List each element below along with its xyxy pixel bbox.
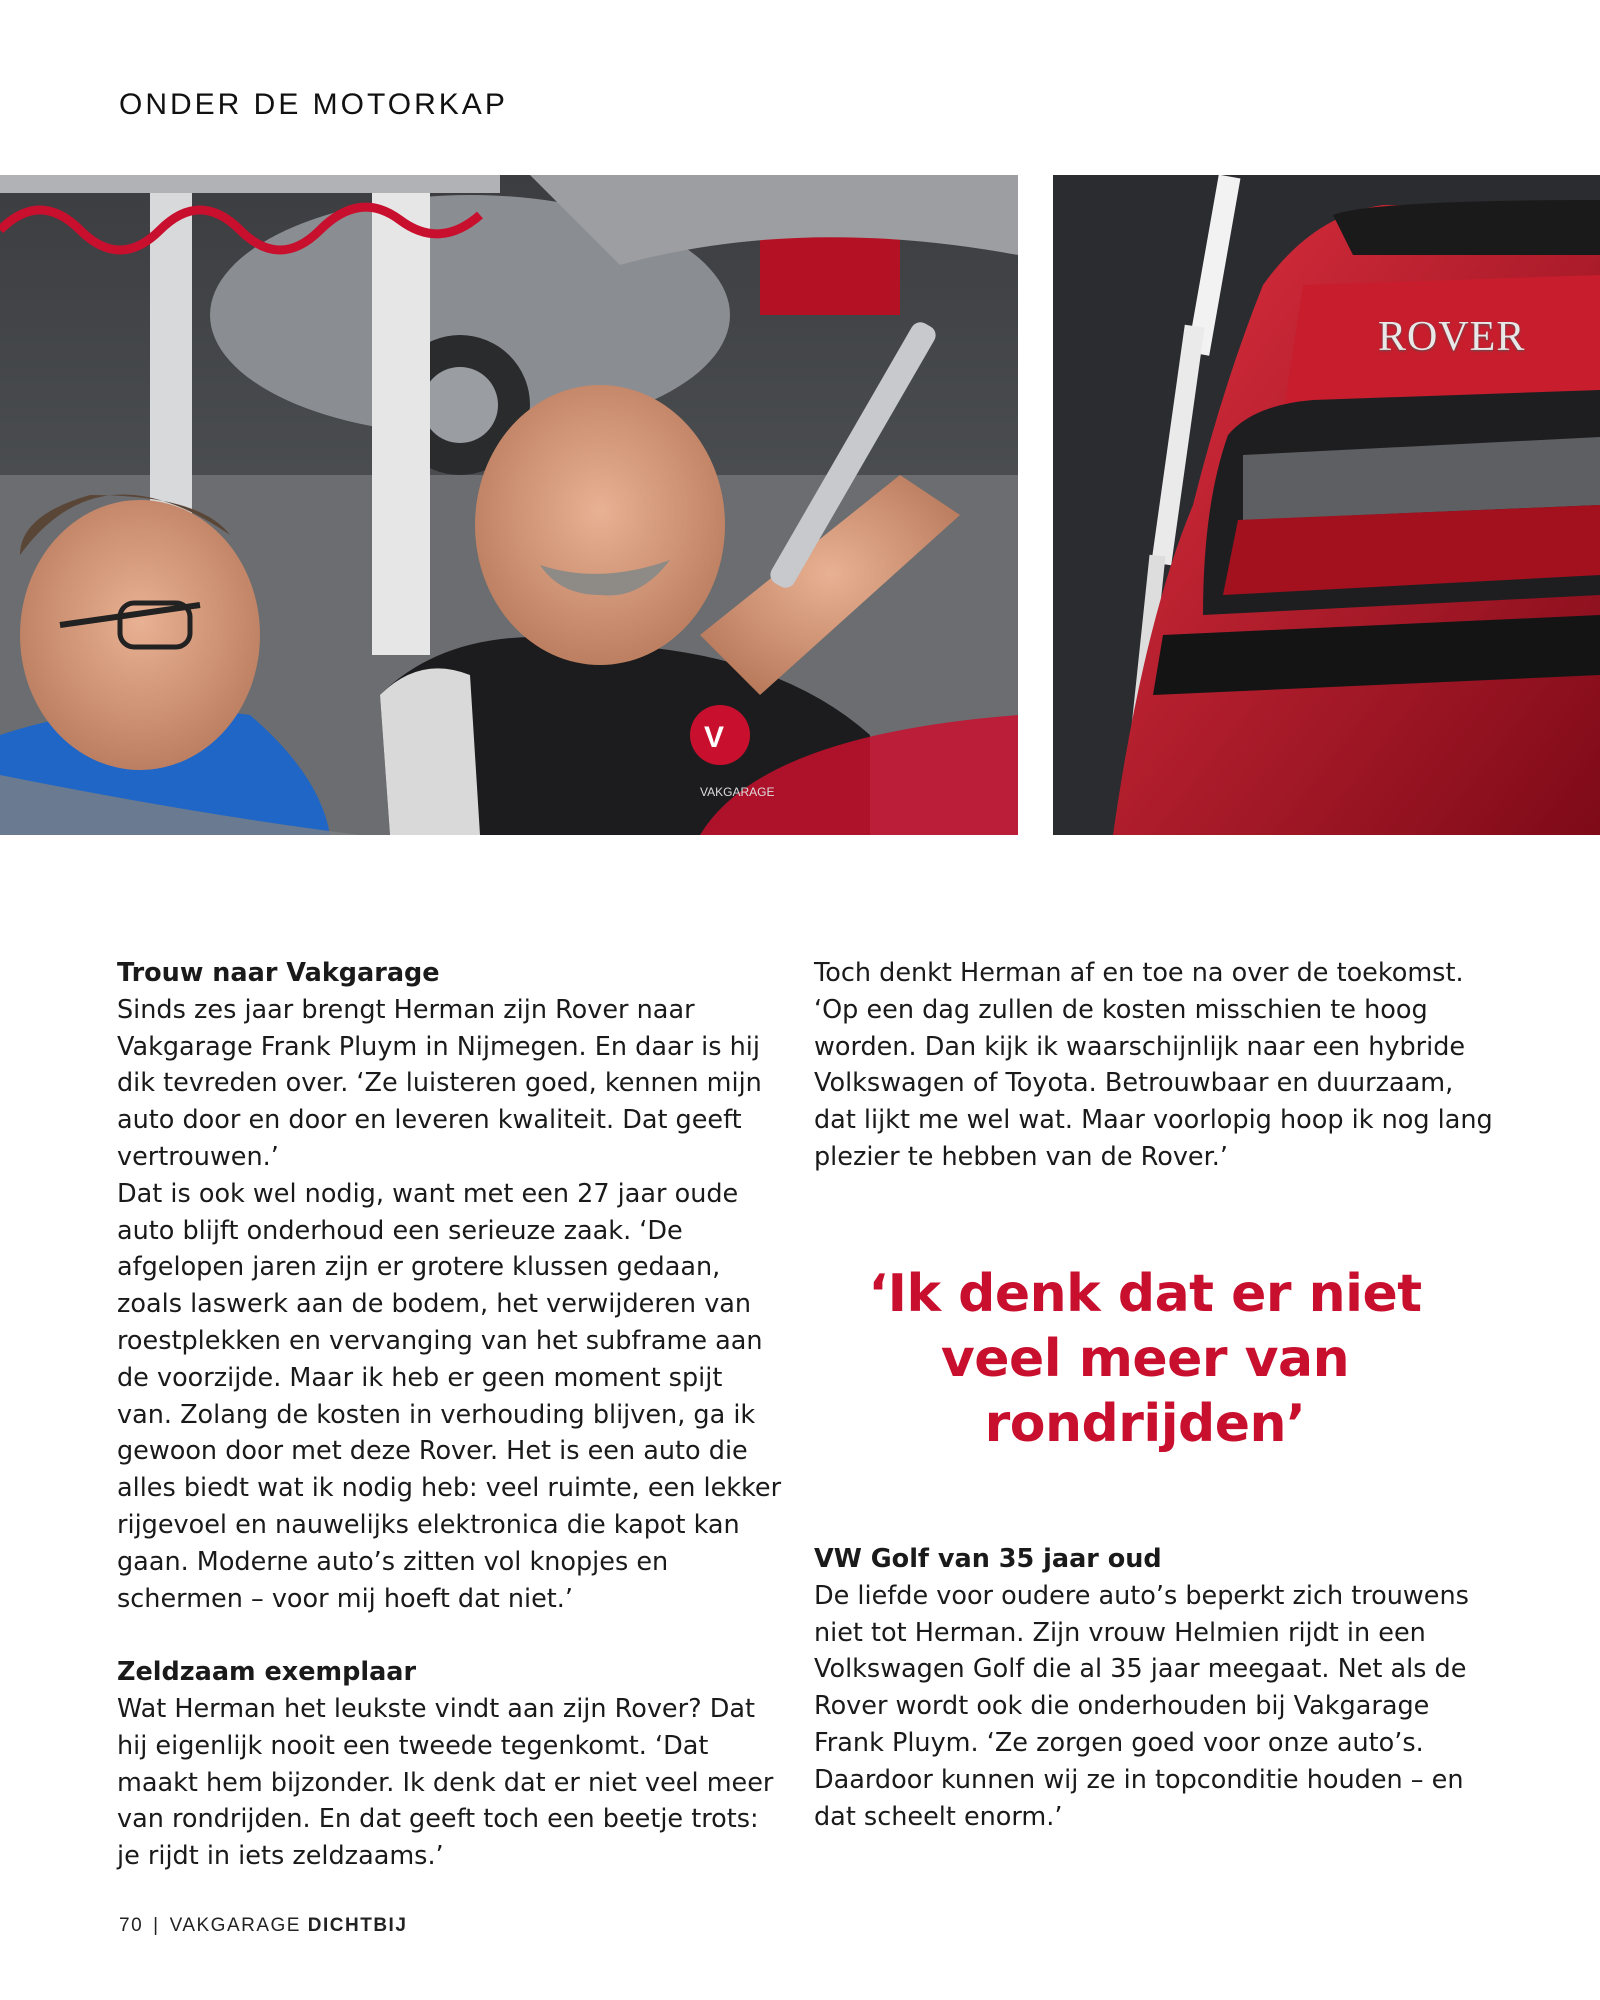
page-number: 70 [119,1915,144,1936]
section-title: ONDER DE MOTORKAP [119,88,508,121]
footer-separator: | [153,1915,160,1936]
heading-trouw-naar-vakgarage: Trouw naar Vakgarage [117,958,440,988]
paragraph-trouw-1: Sinds zes jaar brengt Herman zijn Rover naar Vakgarage Frank Pluym in Nijmegen. En daar is hij dik tevreden over. ‘Ze luisteren goed, kennen mijn auto door en door en leveren kwaliteit. Dat geeft vertrouwen.’ [117,994,762,1172]
footer-brand-bold: DICHTBIJ [307,1915,408,1936]
paragraph-toekomst: Toch denkt Herman af en toe na over de toekomst. ‘Op een dag zullen de kosten misschien te hoog worden. Dan kijk ik waarschijnlijk naar een hybride Volkswagen of Toyota. Betrouwbaar en duurzaam, dat lijkt me wel wat. Maar voorlopig hoop ik nog lang plezier te hebben van de Rover.’ [814,958,1493,1172]
photo-rover-illustration [1053,175,1600,835]
article-column-right-bottom [814,1541,1494,1835]
vakgarage-shirt-logo: VAKGARAGE [700,785,775,799]
paragraph-zeldzaam: Wat Herman het leukste vindt aan zijn Rover? Dat hij eigenlijk nooit een tweede tegenkomt. ‘Dat maakt hem bijzonder. Ik denk dat er niet veel meer van rondrijden. En dat geeft toch een beetje trots: je rijdt in iets zeldzaams.’ [117,1693,774,1872]
footer-brand: VAKGARAGE [169,1915,301,1936]
heading-zeldzaam-exemplaar: Zeldzaam exemplaar [117,1657,417,1688]
pull-quote: ‘Ik denk dat er niet veel meer van rondrijden’ [868,1264,1422,1454]
photo-mechanics-illustration [0,175,1018,835]
article-column-right-top [814,955,1494,1176]
photo-mechanics [0,175,1018,835]
photo-rover-rear [1053,175,1600,835]
paragraph-vw-golf: De liefde voor oudere auto’s beperkt zich trouwens niet tot Herman. Zijn vrouw Helmien rijdt in een Volkswagen Golf die al 35 jaar meegaat. Net als de Rover wordt ook die onderhouden bij Vakgarage Frank Pluym. ‘Ze zorgen goed voor onze auto’s. Daardoor kunnen wij ze in topconditie houden – en dat scheelt enorm.’ [814,1580,1469,1832]
svg-text:V: V [704,721,725,754]
paragraph-trouw-2: Dat is ook wel nodig, want met een 27 jaar oude auto blijft onderhoud een serieuze zaak. ‘De afgelopen jaren zijn er grotere klussen gedaan, zoals laswerk aan de bodem, het verwijderen van roestplekken en vervanging van het subframe aan de voorzijde. Maar ik heb er geen moment spijt van. Zolang de kosten in verhouding blijven, ga ik gewoon door met deze Rover. Het is een auto die alles biedt wat ik nodig heb: veel ruimte, een lekker rijgevoel en nauwelijks elektronica die kapot kan gaan. Moderne auto’s zitten vol knopjes en schermen – voor mij hoeft dat niet.’ [117,1178,782,1614]
rover-badge: ROVER [1378,314,1526,360]
page-footer [119,1915,407,1937]
article-column-left [117,955,785,1875]
heading-vw-golf: VW Golf van 35 jaar oud [814,1544,1162,1574]
